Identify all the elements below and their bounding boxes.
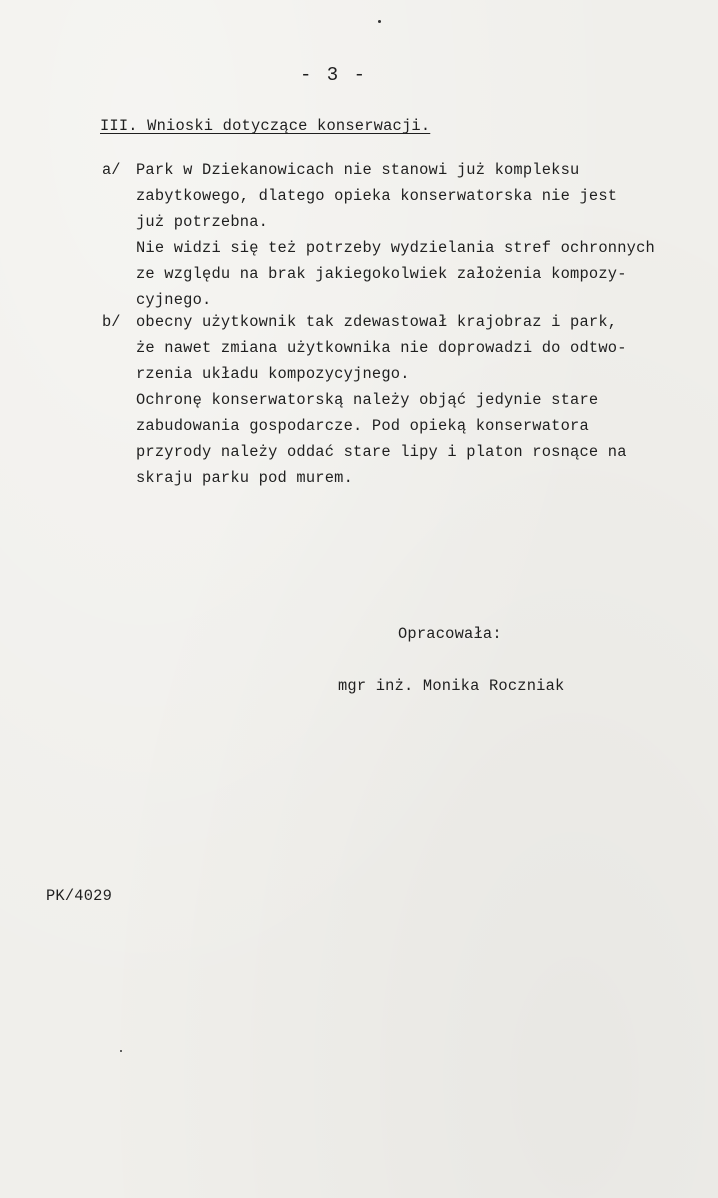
item-a-line: Nie widzi się też potrzeby wydzielania stref ochronnych	[136, 239, 655, 257]
document-reference: PK/4029	[46, 887, 113, 905]
signature-name: mgr inż. Monika Roczniak	[338, 677, 565, 695]
item-b-line: skraju parku pod murem.	[136, 469, 354, 487]
item-a-line: zabytkowego, dlatego opieka konserwatorska nie jest	[136, 187, 618, 205]
ink-speck	[120, 1050, 122, 1052]
item-b-line: przyrody należy oddać stare lipy i platon rosnące na	[136, 443, 627, 461]
ink-speck	[378, 20, 381, 23]
signature-label: Opracowała:	[398, 625, 502, 643]
section-heading: III. Wnioski dotyczące konserwacji.	[100, 117, 431, 135]
item-a-line: Park w Dziekanowicach nie stanowi już kompleksu	[136, 161, 580, 179]
item-a-line: już potrzebna.	[136, 213, 269, 231]
item-b-line: obecny użytkownik tak zdewastował krajobraz i park,	[136, 313, 618, 331]
item-b-marker: b/	[102, 313, 121, 331]
page-number: - 3 -	[300, 64, 368, 86]
item-a-line: ze względu na brak jakiegokolwiek założenia kompozy-	[136, 265, 627, 283]
item-b-line: Ochronę konserwatorską należy objąć jedynie stare	[136, 391, 599, 409]
item-b-line: rzenia układu kompozycyjnego.	[136, 365, 410, 383]
item-a-marker: a/	[102, 161, 121, 179]
item-b-line: zabudowania gospodarcze. Pod opieką konserwatora	[136, 417, 589, 435]
item-a-line: cyjnego.	[136, 291, 212, 309]
item-b-line: że nawet zmiana użytkownika nie doprowadzi do odtwo-	[136, 339, 627, 357]
